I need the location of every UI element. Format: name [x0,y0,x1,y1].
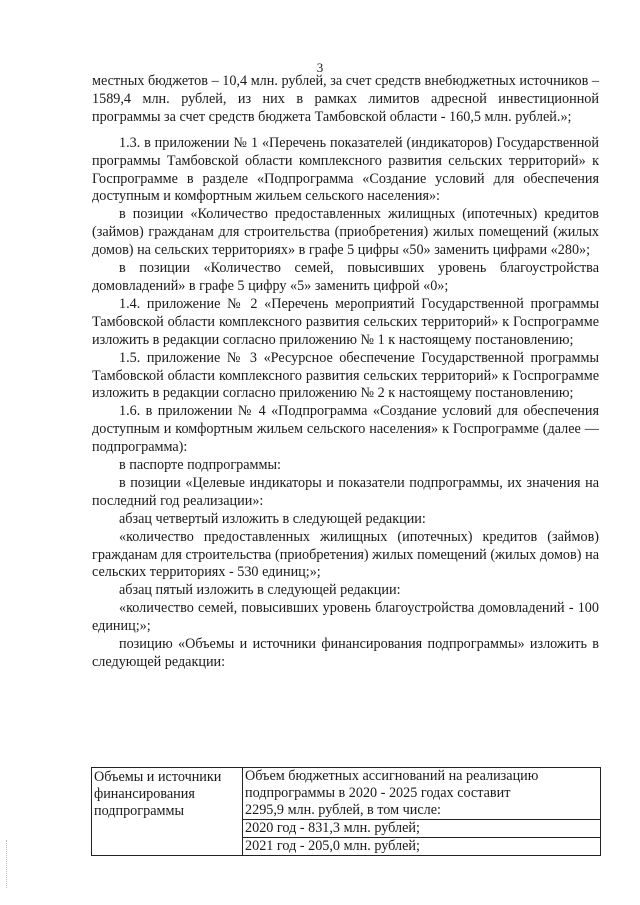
paragraph-item-1-3: 1.3. в приложении № 1 «Перечень показателей (индикаторов) Государственной программы Тамбовской области комплексного развития сельских территорий» к Госпрограмме в разделе «Подпрограмма «Создание условий для обеспечения доступным и комфортным жильем сельского населения»: [92,134,599,205]
table-row [92,768,601,856]
funding-line-sum: 2295,9 млн. рублей, в том числе: [245,802,441,818]
paragraph-credits-quote: «количество предоставленных жилищных (ипотечных) кредитов (займов) гражданам для строительства (приобретения) жилых помещений (жилых домов) на сельских территориях - 530 единиц;»; [92,528,599,581]
funding-table [91,767,601,856]
funding-line-2021: 2021 год - 205,0 млн. рублей; [243,837,600,855]
paragraph-item-1-4: 1.4. приложение № 2 «Перечень мероприятий Государственной программы Тамбовской области комплексного развития сельских территорий» к Госпрограмме изложить в редакции согласно приложению № 1 к настоящему постановлению; [92,295,599,348]
paragraph-item-1-5: 1.5. приложение № 3 «Ресурсное обеспечение Государственной программы Тамбовской области комплексного развития сельских территорий» к Госпрограмме изложить в редакции согласно приложению № 2 к настоящему постановлению; [92,349,599,402]
funding-line-total: Объем бюджетных ассигнований на реализацию подпрограммы в 2020 - 2025 годах составит [245,768,539,801]
paragraph-item-1-6: 1.6. в приложении № 4 «Подпрограмма «Создание условий для обеспечения доступным и комфортным жильем сельского населения» к Госпрограмме (далее — подпрограмма): [92,403,599,456]
page-number: 3 [316,60,324,75]
funding-line-2020: 2020 год - 831,3 млн. рублей; [243,819,600,837]
paragraph-funding-position: позицию «Объемы и источники финансирования подпрограммы» изложить в следующей редакции: [92,636,599,670]
funding-value-cell [243,768,601,856]
paragraph-fourth-abzac: абзац четвертый изложить в следующей редакции: [119,510,426,527]
paragraph-passport: в паспорте подпрограммы: [119,457,281,474]
paragraph-indicators-position: в позиции «Целевые индикаторы и показатели подпрограммы, их значения на последний год реализации»: [92,474,599,509]
funding-label-cell: Объемы и источники финансирования подпрограммы [92,768,243,856]
paragraph-funding-tail: местных бюджетов – 10,4 млн. рублей, за счет средств внебюджетных источников – 1589,4 млн. рублей, из них в рамках лимитов адресной инвестиционной программы за счет средств бюджета Тамбовской области - 160,5 млн. рублей.»; [92,73,599,125]
document-body [92,73,599,672]
paragraph-credits-position: в позиции «Количество предоставленных жилищных (ипотечных) кредитов (займов) гражданам для строительства (приобретения) жилых помещений (жилых домов) на сельских территориях» в графе 5 цифры «50» заменить цифрами «280»; [92,206,599,259]
paragraph-families-position: в позиции «Количество семей, повысивших уровень благоустройства домовладений» в графе 5 цифру «5» заменить цифрой «0»; [92,260,599,294]
paragraph-fifth-abzac: абзац пятый изложить в следующей редакции: [119,582,401,599]
paragraph-gap [92,127,599,135]
scan-margin-artifact [6,840,9,888]
paragraph-families-quote: «количество семей, повысивших уровень благоустройства домовладений - 100 единиц;»; [92,600,599,635]
